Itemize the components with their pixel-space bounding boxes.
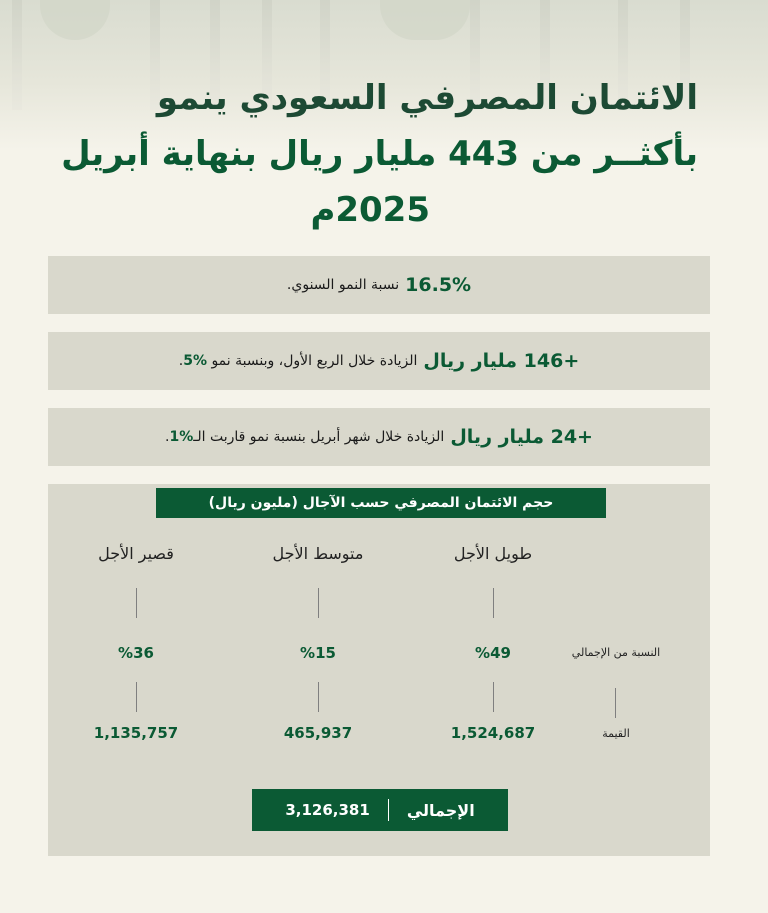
column-header-short-term: قصير الأجل [98, 544, 174, 563]
headline [58, 70, 698, 238]
fact-text: نسبة النمو السنوي. [286, 277, 400, 293]
fact-text: الزيادة خلال الربع الأول، وبنسبة نمو [211, 353, 418, 369]
share-short-term: %36 [118, 644, 154, 662]
share-long-term: %49 [475, 644, 511, 662]
column-header-long-term: طويل الأجل [453, 544, 533, 563]
headline-line-1: الائتمان المصرفي السعودي ينمو [156, 78, 698, 118]
divider-line [493, 588, 494, 618]
credit-table-title: حجم الائتمان المصرفي حسب الآجال (مليون ريال) [156, 488, 606, 518]
column-header-medium-term: متوسط الأجل [272, 544, 364, 563]
divider-line [615, 688, 616, 718]
fact-growth: 5% [183, 353, 207, 369]
fact-suffix: . [178, 353, 184, 369]
fact-text: الزيادة خلال شهر أبريل بنسبة نمو قاربت الـ [193, 429, 445, 445]
total-label: الإجمالي [406, 800, 475, 820]
row-label-share: النسبة من الإجمالي [571, 646, 661, 659]
fact-annual-growth [48, 256, 710, 314]
fact-suffix: . [165, 429, 170, 445]
value-medium-term: 465,937 [283, 724, 353, 742]
fact-growth: 1% [169, 429, 194, 445]
fact-q1-increase [48, 332, 710, 390]
divider-line [493, 682, 494, 712]
value-long-term: 1,524,687 [450, 724, 536, 742]
divider-line [136, 588, 137, 618]
fact-value: +24 مليار ريال [450, 426, 593, 448]
value-short-term: 1,135,757 [93, 724, 179, 742]
row-label-value: القيمة [602, 727, 630, 740]
fact-april-increase [48, 408, 710, 466]
total-separator [388, 799, 389, 821]
headline-line-3: 2025م [310, 190, 430, 230]
total-badge [252, 789, 508, 831]
divider-line [318, 588, 319, 618]
share-medium-term: %15 [300, 644, 336, 662]
total-value: 3,126,381 [285, 801, 370, 819]
fact-value: +146 مليار ريال [423, 350, 580, 372]
divider-line [318, 682, 319, 712]
fact-value: 16.5% [405, 274, 472, 296]
headline-line-2: بأكثــر من 443 مليار ريال بنهاية أبريل [61, 134, 698, 174]
background-pillar [12, 0, 22, 110]
divider-line [136, 682, 137, 712]
